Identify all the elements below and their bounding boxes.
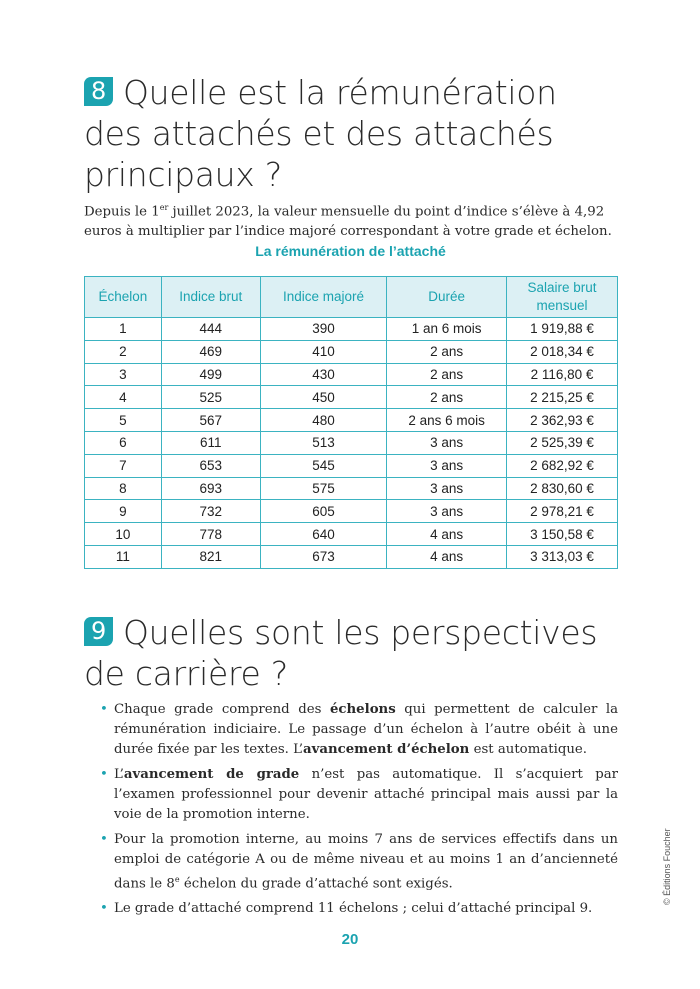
heading-line: Quelle est la rémunération — [122, 73, 557, 112]
table-cell: 8 — [85, 477, 162, 500]
bullet-item — [100, 700, 618, 760]
table-row — [85, 340, 618, 363]
bold-text: avancement de grade — [123, 767, 300, 782]
table-cell: 525 — [161, 386, 260, 409]
salary-table — [84, 276, 618, 569]
text: L’ — [114, 767, 124, 782]
table-row — [85, 386, 618, 409]
table-cell: 673 — [260, 545, 387, 568]
column-header: Durée — [387, 277, 507, 318]
table-cell: 693 — [161, 477, 260, 500]
text: Depuis le 1 — [84, 204, 160, 220]
table-cell: 4 — [85, 386, 162, 409]
table-row — [85, 500, 618, 523]
table-cell: 7 — [85, 454, 162, 477]
table-row — [85, 523, 618, 546]
superscript: er — [159, 203, 169, 212]
heading-line: Quelles sont les perspectives — [122, 613, 598, 652]
column-header: Indice majoré — [260, 277, 387, 318]
bullet-item — [100, 899, 618, 919]
text: Chaque grade comprend des — [114, 702, 330, 717]
table-cell: 410 — [260, 340, 387, 363]
table-cell: 4 ans — [387, 523, 507, 546]
table-cell: 640 — [260, 523, 387, 546]
table-cell: 10 — [85, 523, 162, 546]
section-9-heading — [84, 612, 597, 694]
table-cell: 2 ans — [387, 386, 507, 409]
table-header-row — [85, 277, 618, 318]
superscript: e — [174, 875, 180, 884]
table-cell: 2 018,34 € — [507, 340, 618, 363]
table-cell: 430 — [260, 363, 387, 386]
table-cell: 480 — [260, 409, 387, 432]
intro-paragraph — [84, 198, 619, 242]
table-cell: 2 — [85, 340, 162, 363]
table-cell: 605 — [260, 500, 387, 523]
text: n’est pas automatique. Il s’acquiert par l’examen professionnel pour devenir attaché principal mais aussi par la voie de la promotion interne. — [114, 767, 618, 822]
table-cell: 2 116,80 € — [507, 363, 618, 386]
page-number: 20 — [341, 931, 359, 948]
table-cell: 499 — [161, 363, 260, 386]
heading-line: des attachés et des attachés — [84, 114, 554, 153]
section-number-badge: 8 — [84, 77, 113, 106]
text: Pour la promotion interne, au moins 7 ans de services effectifs dans un emploi de catégorie A ou de même niveau et au moins 1 an d’ancienneté dans le 8 — [114, 832, 618, 892]
bullet-item — [100, 830, 618, 894]
table-cell: 469 — [161, 340, 260, 363]
table-cell: 2 525,39 € — [507, 431, 618, 454]
table-cell: 732 — [161, 500, 260, 523]
table-cell: 3 ans — [387, 454, 507, 477]
text: qui permettent de calculer la rémunération indiciaire. Le passage d’un échelon à l’autre obéit à une durée fixée par les textes. L’ — [114, 702, 618, 757]
career-bullets — [100, 700, 618, 924]
copyright-notice: © Éditions Foucher — [662, 828, 672, 905]
table-cell: 2 ans — [387, 363, 507, 386]
table-cell: 9 — [85, 500, 162, 523]
table-cell: 575 — [260, 477, 387, 500]
table-row — [85, 454, 618, 477]
table-cell: 390 — [260, 318, 387, 341]
table-cell: 2 215,25 € — [507, 386, 618, 409]
table-row — [85, 363, 618, 386]
table-cell: 6 — [85, 431, 162, 454]
column-header: Indice brut — [161, 277, 260, 318]
table-cell: 3 ans — [387, 477, 507, 500]
table-cell: 3 150,58 € — [507, 523, 618, 546]
section-number-badge: 9 — [84, 617, 113, 646]
section-8-heading — [84, 72, 557, 195]
table-row — [85, 409, 618, 432]
table-cell: 5 — [85, 409, 162, 432]
bullet-item — [100, 765, 618, 825]
table-cell: 444 — [161, 318, 260, 341]
table-cell: 1 — [85, 318, 162, 341]
text: Le grade d’attaché comprend 11 échelons ; celui d’attaché principal 9. — [114, 901, 593, 917]
table-row — [85, 545, 618, 568]
table-cell: 821 — [161, 545, 260, 568]
table-cell: 1 an 6 mois — [387, 318, 507, 341]
table-cell: 778 — [161, 523, 260, 546]
table-cell: 2 362,93 € — [507, 409, 618, 432]
table-cell: 513 — [260, 431, 387, 454]
text: juillet 2023, la valeur mensuelle du point d’indice s’élève à 4,92 euros à multiplier par l’indice majoré correspondant à votre grade et échelon. — [84, 204, 612, 240]
bold-text: échelons — [329, 702, 396, 717]
text: est automatique. — [469, 742, 587, 757]
table-cell: 3 — [85, 363, 162, 386]
column-header: Échelon — [85, 277, 162, 318]
column-header: Salaire brut mensuel — [507, 277, 618, 318]
heading-line: principaux ? — [84, 155, 282, 194]
table-cell: 567 — [161, 409, 260, 432]
table-cell: 2 ans — [387, 340, 507, 363]
table-caption: La rémunération de l’attaché — [255, 243, 446, 259]
table-cell: 545 — [260, 454, 387, 477]
heading-line: de carrière ? — [84, 654, 288, 693]
table-row — [85, 477, 618, 500]
table-cell: 1 919,88 € — [507, 318, 618, 341]
table-row — [85, 431, 618, 454]
table-cell: 3 ans — [387, 500, 507, 523]
table-cell: 2 830,60 € — [507, 477, 618, 500]
table-cell: 2 ans 6 mois — [387, 409, 507, 432]
table-row — [85, 318, 618, 341]
table-cell: 2 682,92 € — [507, 454, 618, 477]
table-cell: 11 — [85, 545, 162, 568]
table-cell: 4 ans — [387, 545, 507, 568]
table-cell: 2 978,21 € — [507, 500, 618, 523]
table-cell: 450 — [260, 386, 387, 409]
text: échelon du grade d’attaché sont exigés. — [179, 876, 453, 892]
table-cell: 653 — [161, 454, 260, 477]
bold-text: avancement d’échelon — [303, 742, 470, 757]
table-cell: 3 313,03 € — [507, 545, 618, 568]
table-cell: 3 ans — [387, 431, 507, 454]
table-cell: 611 — [161, 431, 260, 454]
